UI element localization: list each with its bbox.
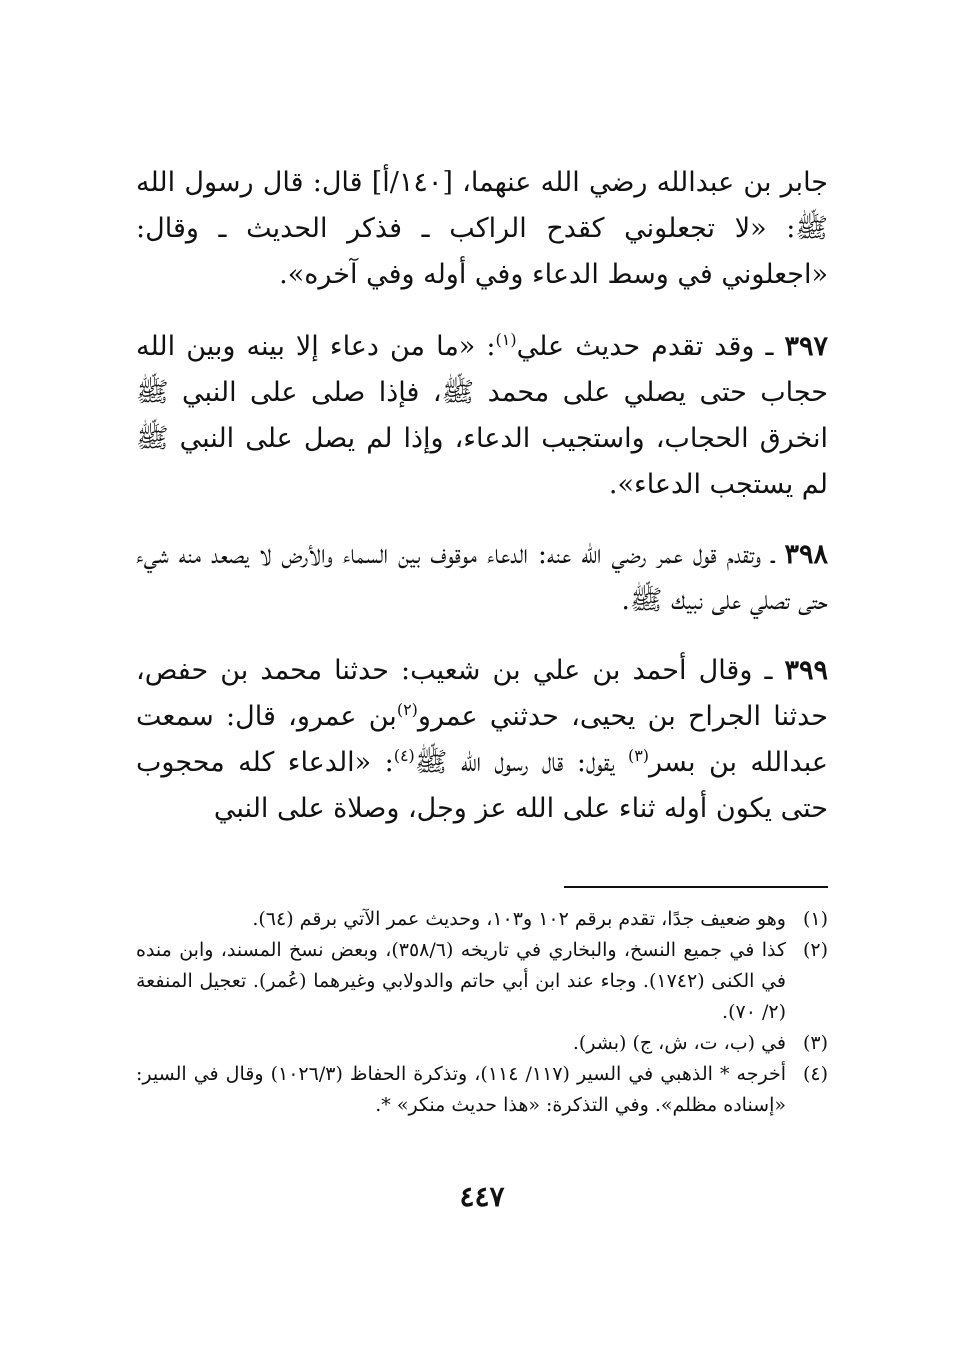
footnote-item-4	[136, 1059, 828, 1121]
paragraph-number: ٣٩٨	[784, 539, 828, 570]
paragraph-399-text-c: يقول: قال رسول الله ﷺ	[414, 747, 628, 778]
paragraph-397	[136, 324, 828, 508]
footnote-ref-2[interactable]: (٢)	[396, 700, 418, 719]
footnote-mark: (١)	[802, 908, 828, 930]
paragraph-397-text-a: ـ وقد تقدم حديث علي	[516, 331, 785, 362]
footnote-text: كذا في جميع النسخ، والبخاري في تاريخه (٣٥٨/٦)، وبعض نسخ المسند، وابن منده في الكنى (١٧٤٢). وجاء عند ابن أبي حاتم والدولابي وغيرهما (عُمر). تعجيل المنفعة (٢/ ٧٠).	[136, 939, 787, 1023]
paragraph-398-text: ـ وتقدم قول عمر رضي الله عنه: الدعاء موقوف بين السماء والأرض لا يصعد منه شيء حتى تصلي على نبيك ﷺ.	[136, 539, 828, 616]
paragraph-399-text-d: : «الدعاء كله محجوب حتى يكون أوله ثناء على الله عز وجل، وصلاة على النبي	[136, 747, 828, 824]
paragraph-number: ٣٩٩	[784, 655, 828, 686]
footnote-item-3	[136, 1028, 828, 1059]
footnote-divider	[564, 886, 828, 888]
footnote-text: في (ب، ت، ش، ج) (بشر).	[572, 1032, 786, 1054]
footnote-ref-1[interactable]: (١)	[495, 330, 517, 349]
footnote-ref-3[interactable]: (٣)	[627, 746, 650, 765]
footnote-item-1	[136, 904, 828, 935]
paragraph-397-text-b: : «ما من دعاء إلا بينه وبين الله حجاب حتى يصلي على محمد ﷺ، فإذا صلى على النبي ﷺ انخرق الحجاب، واستجيب الدعاء، وإذا لم يصل على النبي ﷺ لم يستجب الدعاء».	[136, 331, 828, 500]
footnote-mark: (٣)	[802, 1032, 828, 1054]
footnote-mark: (٢)	[802, 939, 828, 961]
paragraph-399	[136, 648, 828, 832]
paragraph-399-text-a: ـ وقال أحمد بن علي بن شعيب: حدثنا محمد بن حفص، حدثنا الجراح بن يحيى، حدثني عمرو	[136, 655, 828, 732]
paragraph-number: ٣٩٧	[784, 331, 828, 362]
footnotes-list	[136, 904, 828, 1121]
paragraph-intro	[136, 160, 828, 298]
footnote-text: أخرجه * الذهبي في السير (١١٧/ ١١٤)، وتذكرة الحفاظ (١٠٢٦/٣) وقال في السير: «إسناده مظلم». وفي التذكرة: «هذا حديث منكر» *.	[136, 1063, 786, 1116]
footnote-item-2	[136, 935, 828, 1028]
page-number: ٤٤٧	[459, 1180, 505, 1213]
footnote-text: وهو ضعيف جدًا، تقدم برقم ١٠٢ و١٠٣، وحديث عمر الآتي برقم (٦٤).	[252, 908, 786, 930]
paragraph-intro-text: جابر بن عبدالله رضي الله عنهما، [١٤٠/أ] قال: قال رسول الله ﷺ: «لا تجعلوني كقدح الراكب ـ فذكر الحديث ـ وقال: «اجعلوني في وسط الدعاء وفي أوله وفي آخره».	[136, 167, 828, 290]
footnote-mark: (٤)	[802, 1063, 828, 1085]
paragraph-398	[136, 532, 828, 624]
paragraph-399-text-b: بن عمرو، قال: سمعت عبدالله بن بسر	[136, 701, 828, 778]
footnote-ref-4[interactable]: (٤)	[393, 746, 415, 765]
